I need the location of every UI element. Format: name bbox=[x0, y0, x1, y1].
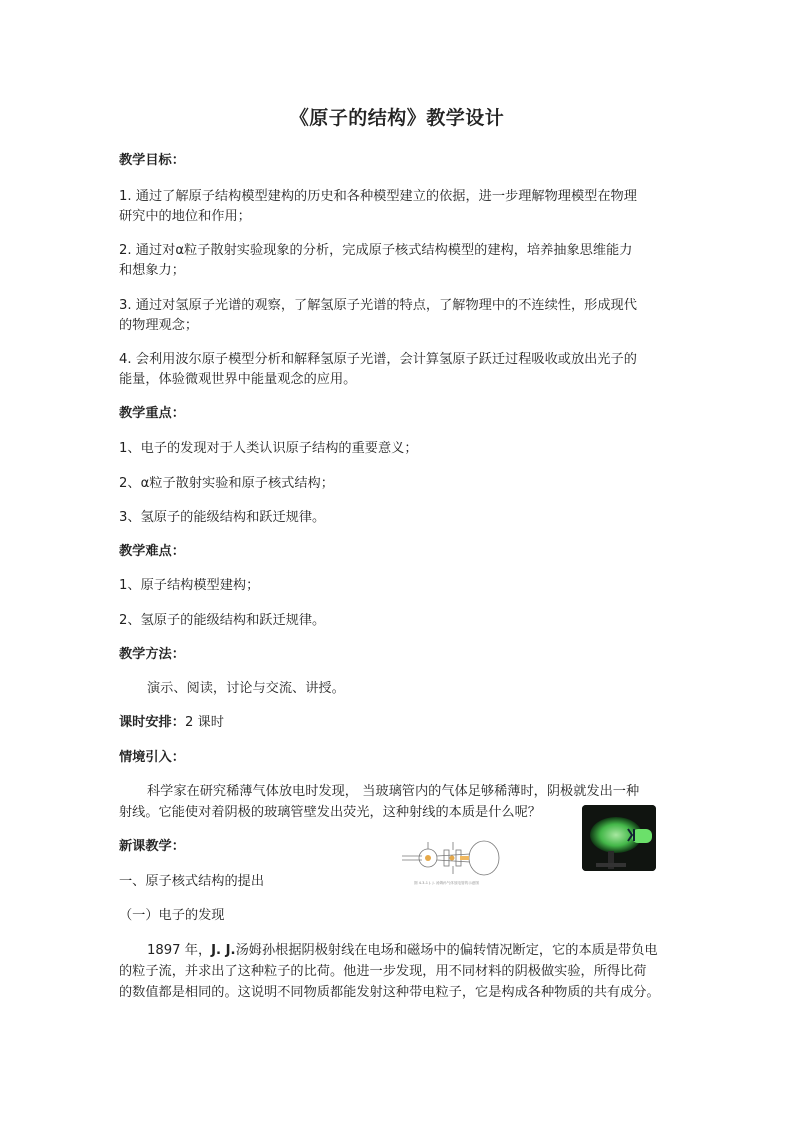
methods-text: 演示、阅读，讨论与交流、讲授。 bbox=[147, 681, 345, 696]
objective-4-line1: 4. 会利用波尔原子模型分析和解释氢原子光谱，会计算氢原子跃迁过程吸收或放出光子的 bbox=[119, 352, 637, 367]
objective-3-line1: 3. 通过对氢原子光谱的观察，了解氢原子光谱的特点，了解物理中的不连续性，形成现代 bbox=[119, 298, 637, 313]
objective-2-line2: 和想象力； bbox=[119, 263, 185, 278]
key-points-heading: 教学重点： bbox=[119, 406, 185, 421]
objective-1-line1: 1. 通过了解原子结构模型建构的历史和各种模型建立的依据，进一步理解物理模型在物理 bbox=[119, 189, 637, 204]
subsection-1-title: （一）电子的发现 bbox=[119, 908, 225, 923]
methods-heading: 教学方法： bbox=[119, 647, 185, 662]
paragraph-year: 1897 年， bbox=[147, 943, 212, 958]
objectives-heading: 教学目标： bbox=[119, 153, 185, 168]
page-title: 《原子的结构》教学设计 bbox=[289, 107, 505, 129]
paragraph-line1-text: 汤姆孙根据阴极射线在电场和磁场中的偏转情况断定，它的本质是带负电 bbox=[235, 943, 658, 958]
paragraph-line2: 的粒子流，并求出了这种粒子的比荷。他进一步发现，用不同材料的阴极做实验，所得比荷 bbox=[119, 964, 647, 979]
cathode-ray-tube-photo bbox=[582, 805, 656, 871]
intro-heading: 情境引入： bbox=[119, 750, 185, 765]
section-1-title: 一、原子核式结构的提出 bbox=[119, 874, 265, 889]
difficulty-1: 1、原子结构模型建构； bbox=[119, 578, 260, 593]
figure-caption: 图 4.3-1 J. J. 汤姆孙气体放电管的示意图 bbox=[414, 881, 479, 885]
intro-line1: 科学家在研究稀薄气体放电时发现， 当玻璃管内的气体足够稀薄时，阴极就发出一种 bbox=[147, 784, 640, 799]
key-point-3: 3、氢原子的能级结构和跃迁规律。 bbox=[119, 510, 326, 525]
objective-3-line2: 的物理观念； bbox=[119, 318, 199, 333]
objective-1-line2: 研究中的地位和作用； bbox=[119, 209, 251, 224]
intro-line2: 射线。它能使对着阴极的玻璃管壁发出荧光，这种射线的本质是什么呢？ bbox=[119, 805, 541, 820]
paragraph-line3: 的数值都是相同的。这说明不同物质都能发射这种带电粒子，它是构成各种物质的共有成分。 bbox=[119, 985, 660, 1000]
key-point-1: 1、电子的发现对于人类认识原子结构的重要意义； bbox=[119, 441, 418, 456]
objective-2-line1: 2. 通过对α粒子散射实验现象的分析，完成原子核式结构模型的建构，培养抽象思维能力 bbox=[119, 243, 633, 258]
discharge-tube-figure bbox=[398, 832, 502, 888]
difficulty-2: 2、氢原子的能级结构和跃迁规律。 bbox=[119, 613, 326, 628]
new-lesson-heading: 新课教学： bbox=[119, 839, 185, 854]
paragraph-name: J. J. bbox=[211, 943, 236, 958]
paragraph-line1 bbox=[147, 941, 707, 961]
difficulties-heading: 教学难点： bbox=[119, 544, 185, 559]
objective-4-line2: 能量，体验微观世界中能量观念的应用。 bbox=[119, 372, 357, 387]
key-point-2: 2、α粒子散射实验和原子核式结构； bbox=[119, 476, 334, 491]
schedule-heading: 课时安排： bbox=[119, 715, 185, 730]
schedule-text: 2 课时 bbox=[184, 715, 224, 730]
schedule-line bbox=[119, 713, 679, 733]
discharge-tube-diagram bbox=[398, 832, 502, 888]
glowing-tube-image bbox=[582, 805, 656, 871]
